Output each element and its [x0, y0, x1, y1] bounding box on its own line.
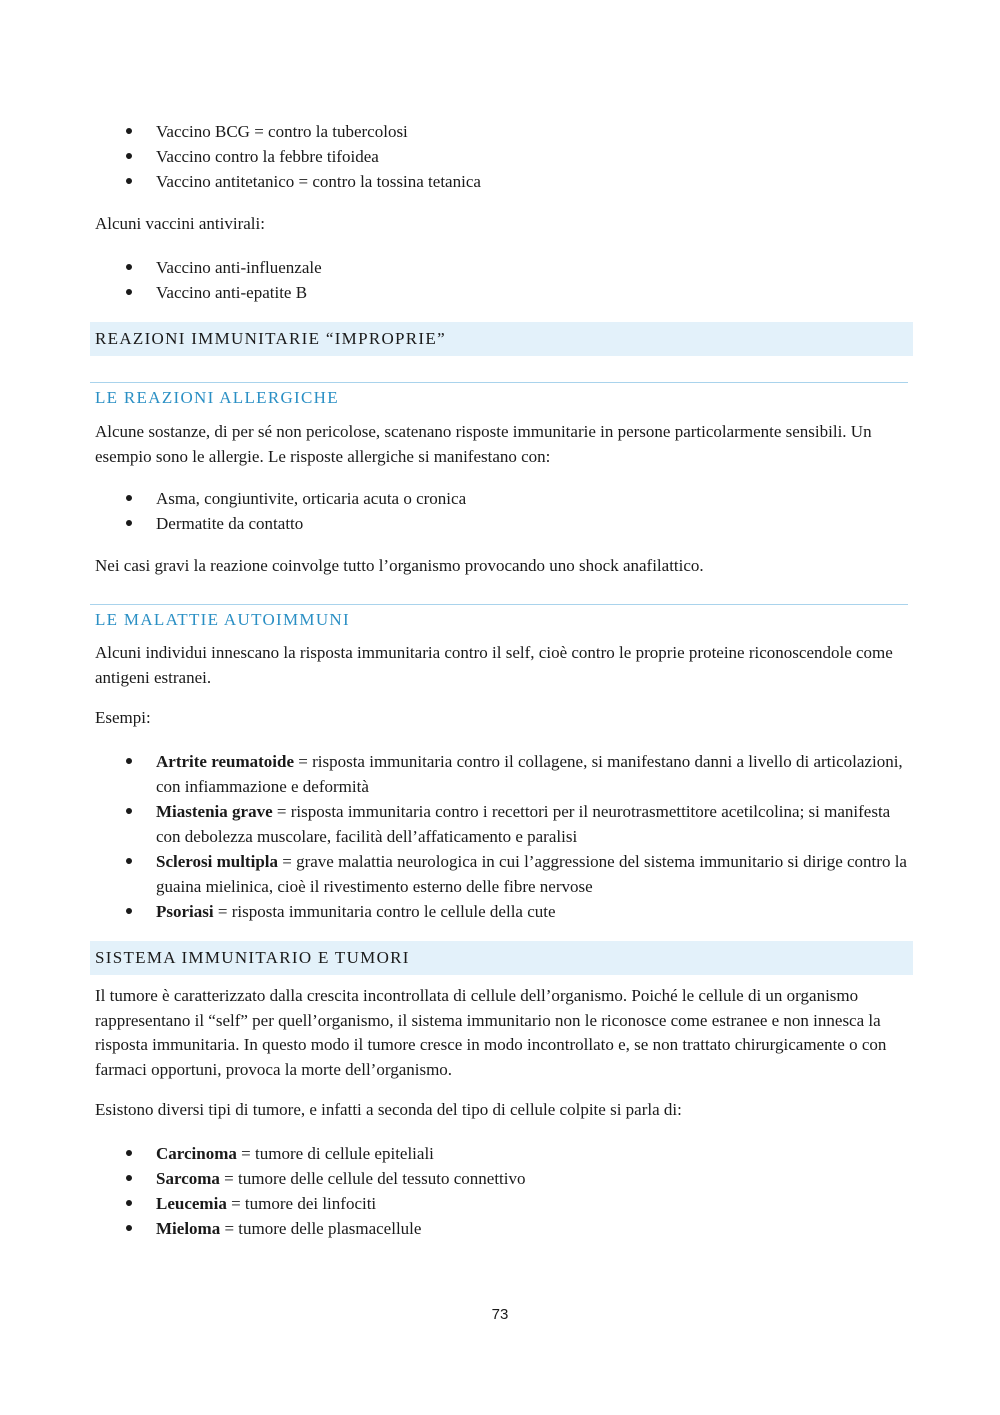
tumori-paragraph: Il tumore è caratterizzato dalla crescita incontrollata di cellule dell’organismo. Poiché le cellule di un organismo rappresentano il “self” per quell’organismo, il sistema immunitario non le riconosce come estranee e non innesca la risposta immunitaria. In questo modo il tumore cresce in modo incontrollato e, se non trattato chirurgicamente o con farmaci opportuni, provoca la morte dell’organismo. — [95, 986, 887, 1079]
term: Sarcoma — [156, 1169, 220, 1188]
list-item: Sarcoma = tumore delle cellule del tessuto connettivo — [0, 1166, 910, 1191]
term: Artrite reumatoide — [156, 752, 294, 771]
bullet-icon — [126, 264, 132, 270]
tumor-type-list — [0, 1141, 910, 1241]
bacterial-vaccine-list — [0, 119, 910, 194]
list-item: Vaccino contro la febbre tifoidea — [0, 144, 910, 169]
allergie-paragraph: Alcune sostanze, di per sé non pericolose, scatenano risposte immunitarie in persone particolarmente sensibili. Un esempio sono le allergie. Le risposte allergiche si manifestano con: — [95, 422, 872, 466]
term: Psoriasi — [156, 902, 214, 921]
list-item: Vaccino anti-influenzale — [0, 255, 910, 280]
bullet-icon — [126, 908, 132, 914]
bullet-icon — [126, 495, 132, 501]
esempi-label: Esempi: — [95, 708, 151, 727]
list-item: Sclerosi multipla = grave malattia neurologica in cui l’aggressione del sistema immunitario si dirige contro la guaina mielinica, cioè il rivestimento esterno delle fibre nervose — [0, 849, 910, 899]
autoimmune-list — [0, 749, 910, 924]
bullet-icon — [126, 178, 132, 184]
list-item: Psoriasi = risposta immunitaria contro le cellule della cute — [0, 899, 910, 924]
term: Miastenia grave — [156, 802, 273, 821]
list-item: Miastenia grave = risposta immunitaria contro i recettori per il neurotrasmettitore acetilcolina; si manifesta con debolezza muscolare, facilità dell’affaticamento e paralisi — [0, 799, 910, 849]
list-item: Asma, congiuntivite, orticaria acuta o cronica — [0, 486, 910, 511]
list-item: Vaccino antitetanico = contro la tossina tetanica — [0, 169, 910, 194]
heading-reazioni-allergiche: LE REAZIONI ALLERGICHE — [95, 388, 339, 407]
autoimmuni-paragraph: Alcuni individui innescano la risposta immunitaria contro il self, cioè contro le proprie proteine riconoscendole come antigeni estranei. — [95, 643, 893, 687]
page-number: 73 — [491, 1306, 509, 1323]
heading-malattie-autoimmuni: LE MALATTIE AUTOIMMUNI — [95, 610, 350, 629]
bullet-icon — [126, 808, 132, 814]
tipi-paragraph: Esistono diversi tipi di tumore, e infatti a seconda del tipo di cellule colpite si parla di: — [95, 1100, 682, 1119]
allergy-list — [0, 486, 910, 536]
heading-reazioni-improprie: REAZIONI IMMUNITARIE “IMPROPRIE” — [90, 322, 913, 356]
bullet-icon — [126, 1225, 132, 1231]
list-item: Artrite reumatoide = risposta immunitaria contro il collagene, si manifestano danni a livello di articolazioni, con infiammazione e deformità — [0, 749, 910, 799]
list-item: Leucemia = tumore dei linfociti — [0, 1191, 910, 1216]
bullet-icon — [126, 858, 132, 864]
bullet-icon — [126, 289, 132, 295]
bullet-icon — [126, 1175, 132, 1181]
section-divider — [90, 382, 908, 383]
bullet-icon — [126, 520, 132, 526]
bullet-icon — [126, 128, 132, 134]
term: Sclerosi multipla — [156, 852, 278, 871]
bullet-icon — [126, 758, 132, 764]
term: Leucemia — [156, 1194, 227, 1213]
term: Carcinoma — [156, 1144, 237, 1163]
list-item: Dermatite da contatto — [0, 511, 910, 536]
heading-sistema-immunitario-tumori: SISTEMA IMMUNITARIO E TUMORI — [90, 941, 913, 975]
shock-paragraph: Nei casi gravi la reazione coinvolge tutto l’organismo provocando uno shock anafilattico. — [95, 556, 704, 575]
list-item: Mieloma = tumore delle plasmacellule — [0, 1216, 910, 1241]
antiviral-intro: Alcuni vaccini antivirali: — [95, 214, 265, 233]
bullet-icon — [126, 153, 132, 159]
antiviral-vaccine-list — [0, 255, 910, 305]
list-item: Vaccino BCG = contro la tubercolosi — [0, 119, 910, 144]
list-item: Carcinoma = tumore di cellule epiteliali — [0, 1141, 910, 1166]
bullet-icon — [126, 1200, 132, 1206]
term: Mieloma — [156, 1219, 221, 1238]
list-item: Vaccino anti-epatite B — [0, 280, 910, 305]
section-divider — [90, 604, 908, 605]
bullet-icon — [126, 1150, 132, 1156]
